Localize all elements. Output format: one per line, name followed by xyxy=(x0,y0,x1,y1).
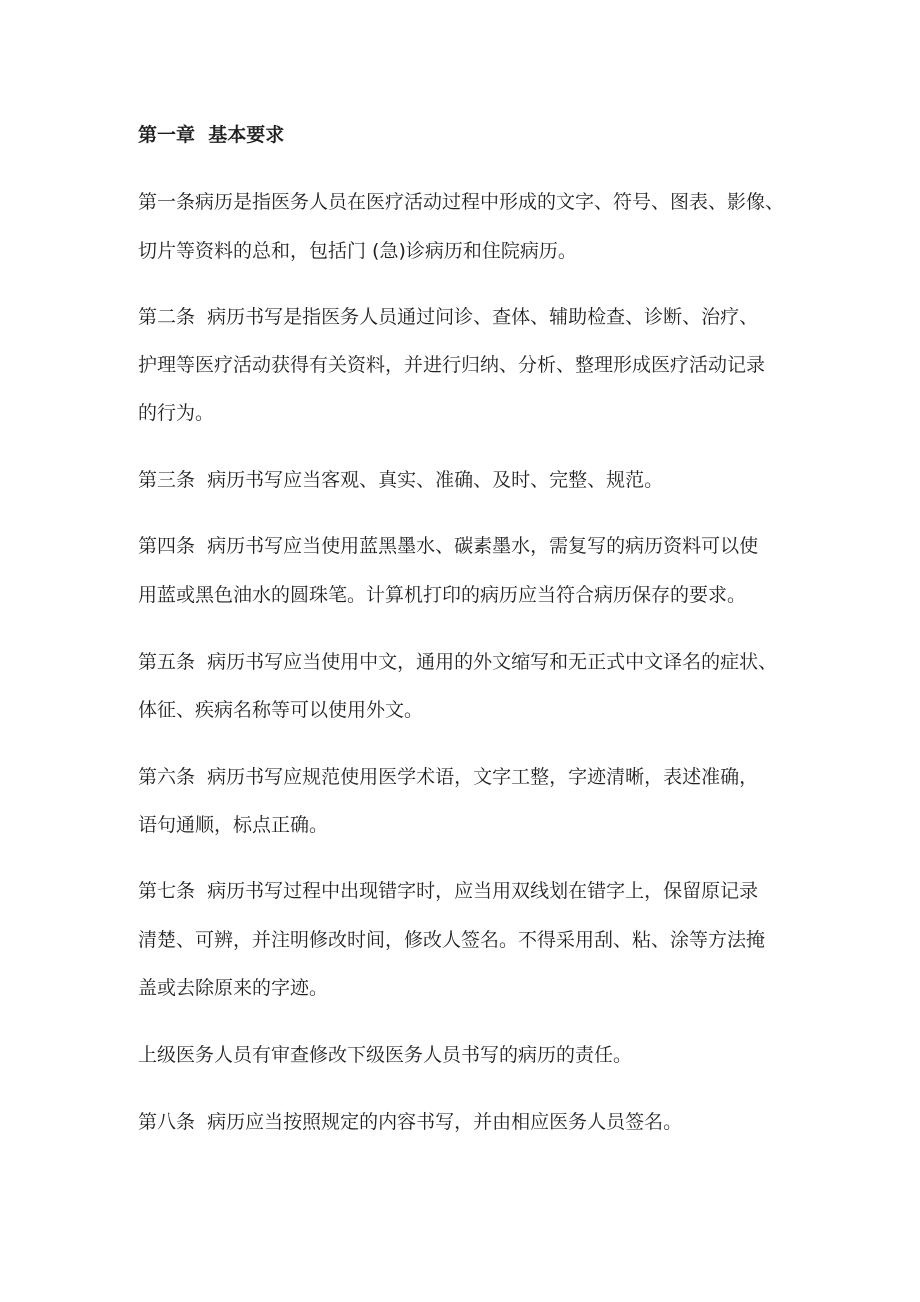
article-2-line-2: 护理等医疗活动获得有关资料，并进行归纳、分析、整理形成医疗活动记录 xyxy=(138,354,766,376)
paragraph-supervision: 上级医务人员有审查修改下级医务人员书写的病历的责任。 xyxy=(138,1044,633,1066)
article-5-line-1: 第五条 病历书写应当使用中文，通用的外文缩写和无正式中文译名的症状、 xyxy=(138,651,778,673)
article-6-line-1: 第六条 病历书写应规范使用医学术语，文字工整，字迹清晰，表述准确， xyxy=(138,766,759,788)
article-4-line-1: 第四条 病历书写应当使用蓝黑墨水、碳素墨水，需复写的病历资料可以使 xyxy=(138,535,759,557)
article-6-line-2: 语句通顺，标点正确。 xyxy=(138,814,329,836)
chapter-heading: 第一章 基本要求 xyxy=(138,124,285,146)
article-2-line-1: 第二条 病历书写是指医务人员通过问诊、查体、辅助检查、诊断、治疗、 xyxy=(138,306,759,328)
article-1-line-1: 第一条病历是指医务人员在医疗活动过程中形成的文字、符号、图表、影像、 xyxy=(138,191,785,213)
article-3-line-1: 第三条 病历书写应当客观、真实、准确、及时、完整、规范。 xyxy=(138,469,664,491)
article-7-line-3: 盖或去除原来的字迹。 xyxy=(138,977,329,999)
article-1-line-2: 切片等资料的总和，包括门 (急)诊病历和住院病历。 xyxy=(138,240,577,262)
article-7-line-2: 清楚、可辨，并注明修改时间，修改人签名。不得采用刮、粘、涂等方法掩 xyxy=(138,929,766,951)
article-4-line-2: 用蓝或黑色油水的圆珠笔。计算机打印的病历应当符合病历保存的要求。 xyxy=(138,584,747,606)
article-7-line-1: 第七条 病历书写过程中出现错字时，应当用双线划在错字上，保留原记录 xyxy=(138,880,759,902)
article-2-line-3: 的行为。 xyxy=(138,402,215,424)
article-8-line-1: 第八条 病历应当按照规定的内容书写，并由相应医务人员签名。 xyxy=(138,1111,683,1133)
article-5-line-2: 体征、疾病名称等可以使用外文。 xyxy=(138,699,424,721)
